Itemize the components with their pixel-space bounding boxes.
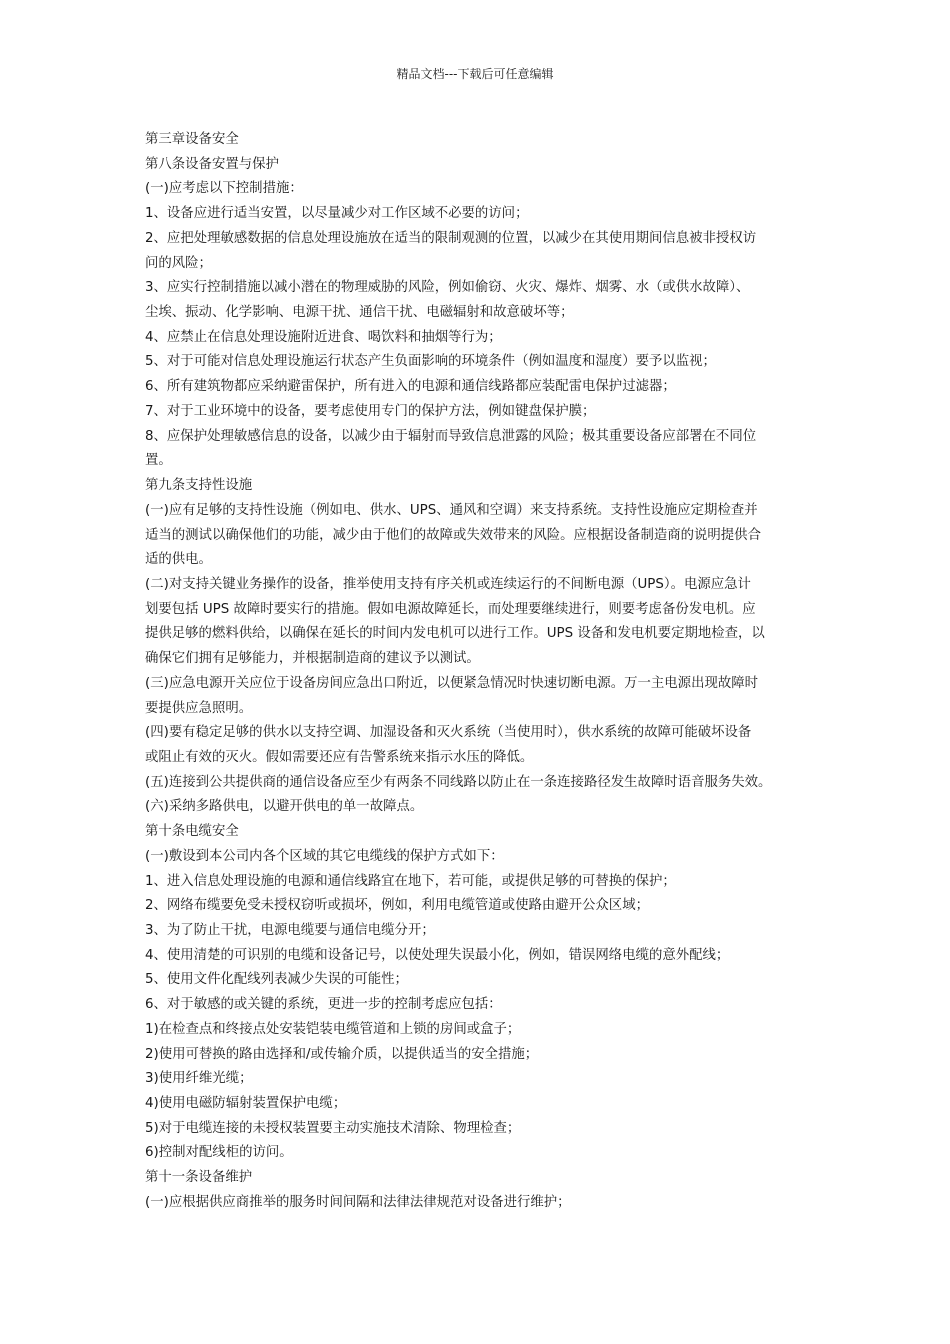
text-line: 第八条设备安置与保护 <box>145 156 279 172</box>
text-line: 6、所有建筑物都应采纳避雷保护，所有进入的电源和通信线路都应装配雷电保护过滤器； <box>145 379 676 395</box>
text-line: 置。 <box>145 453 172 469</box>
text-line: 第三章设备安全 <box>145 132 239 147</box>
document-body <box>145 128 825 1216</box>
text-line: 要提供应急照明。 <box>145 700 253 716</box>
text-line: 6、对于敏感的或关键的系统，更进一步的控制考虑应包括： <box>145 997 502 1013</box>
text-line: 4、使用清楚的可识别的电缆和设备记号，以使处理失误最小化，例如，错误网络电缆的意外配线； <box>145 947 730 963</box>
page-header: 精品文档---下载后可任意编辑 <box>396 67 554 81</box>
text-line: 5、对于可能对信息处理设施运行状态产生负面影响的环境条件（例如温度和湿度）要予以监视； <box>145 354 716 370</box>
text-line: 尘埃、振动、化学影响、电源干扰、通信干扰、电磁辐射和故意破坏等； <box>145 305 574 321</box>
text-line: (一)敷设到本公司内各个区域的其它电缆线的保护方式如下： <box>145 848 504 864</box>
text-line: 4、应禁止在信息处理设施附近进食、喝饮料和抽烟等行为； <box>145 329 502 345</box>
text-line: 7、对于工业环境中的设备，要考虑使用专门的保护方法，例如键盘保护膜； <box>145 403 596 419</box>
text-line: 6)控制对配线柜的访问。 <box>145 1145 293 1161</box>
text-line: (一)应考虑以下控制措施： <box>145 181 303 197</box>
text-line: 提供足够的燃料供给，以确保在延长的时间内发电机可以进行工作。UPS 设备和发电机要定期地检查，以 <box>145 626 765 642</box>
text-line: (五)连接到公共提供商的通信设备应至少有两条不同线路以防止在一条连接路径发生故障时语音服务失效。 <box>145 774 772 790</box>
text-line: 4)使用电磁防辐射装置保护电缆； <box>145 1096 347 1112</box>
text-line: 2、应把处理敏感数据的信息处理设施放在适当的限制观测的位置，以减少在其使用期间信息被非授权访 <box>145 230 757 246</box>
text-line: 3)使用纤维光缆； <box>145 1071 253 1087</box>
text-line: 第十一条设备维护 <box>145 1170 253 1186</box>
text-line: 5、使用文件化配线列表减少失误的可能性； <box>145 972 408 988</box>
text-line: 1、进入信息处理设施的电源和通信线路宜在地下，若可能，或提供足够的可替换的保护； <box>145 873 676 889</box>
text-line: (二)对支持关键业务操作的设备，推举使用支持有序关机或连续运行的不间断电源（UPS）。电源应急计 <box>145 576 751 592</box>
text-line: 划要包括 UPS 故障时要实行的措施。假如电源故障延长，而处理要继续进行，则要考虑备份发电机。应 <box>145 601 756 617</box>
text-line: 1、设备应进行适当安置，以尽量减少对工作区域不必要的访问； <box>145 206 529 222</box>
text-line: 或阻止有效的灭火。假如需要还应有告警系统来指示水压的降低。 <box>145 749 534 765</box>
text-line: 适当的测试以确保他们的功能，减少由于他们的故障或失效带来的风险。应根据设备制造商的说明提供合 <box>145 527 761 543</box>
text-line: 确保它们拥有足够能力，并根据制造商的建议予以测试。 <box>145 651 480 667</box>
text-line: 适的供电。 <box>145 552 212 568</box>
text-line: 2、网络布缆要免受未授权窃听或损坏，例如，利用电缆管道或使路由避开公众区域； <box>145 898 649 914</box>
text-line: (三)应急电源开关应位于设备房间应急出口附近，以便紧急情况时快速切断电源。万一主电源出现故障时 <box>145 675 759 691</box>
text-line: 2)使用可替换的路由选择和/或传输介质，以提供适当的安全措施； <box>145 1046 539 1062</box>
text-line: 3、应实行控制措施以减小潜在的物理威胁的风险，例如偷窃、火灾、爆炸、烟雾、水（或供水故障）、 <box>145 280 750 296</box>
text-line: (四)要有稳定足够的供水以支持空调、加湿设备和灭火系统（当使用时），供水系统的故障可能破坏设备 <box>145 725 752 741</box>
text-line: (六)采纳多路供电，以避开供电的单一故障点。 <box>145 799 424 815</box>
text-line: 5)对于电缆连接的未授权装置要主动实施技术清除、物理检查； <box>145 1120 521 1136</box>
text-line: 第九条支持性设施 <box>145 478 253 494</box>
text-line: 问的风险； <box>145 255 212 271</box>
text-line: 第十条电缆安全 <box>145 824 239 840</box>
text-line: (一)应根据供应商推举的服务时间间隔和法律法律规范对设备进行维护； <box>145 1194 571 1210</box>
text-line: 3、为了防止干扰，电源电缆要与通信电缆分开； <box>145 923 435 938</box>
text-line: 1)在检查点和终接点处安装铠装电缆管道和上锁的房间或盒子； <box>145 1021 521 1037</box>
text-line: (一)应有足够的支持性设施（例如电、供水、UPS、通风和空调）来支持系统。支持性设施应定期检查并 <box>145 502 758 518</box>
text-line: 8、应保护处理敏感信息的设备，以减少由于辐射而导致信息泄露的风险；极其重要设备应部署在不同位 <box>145 428 757 444</box>
